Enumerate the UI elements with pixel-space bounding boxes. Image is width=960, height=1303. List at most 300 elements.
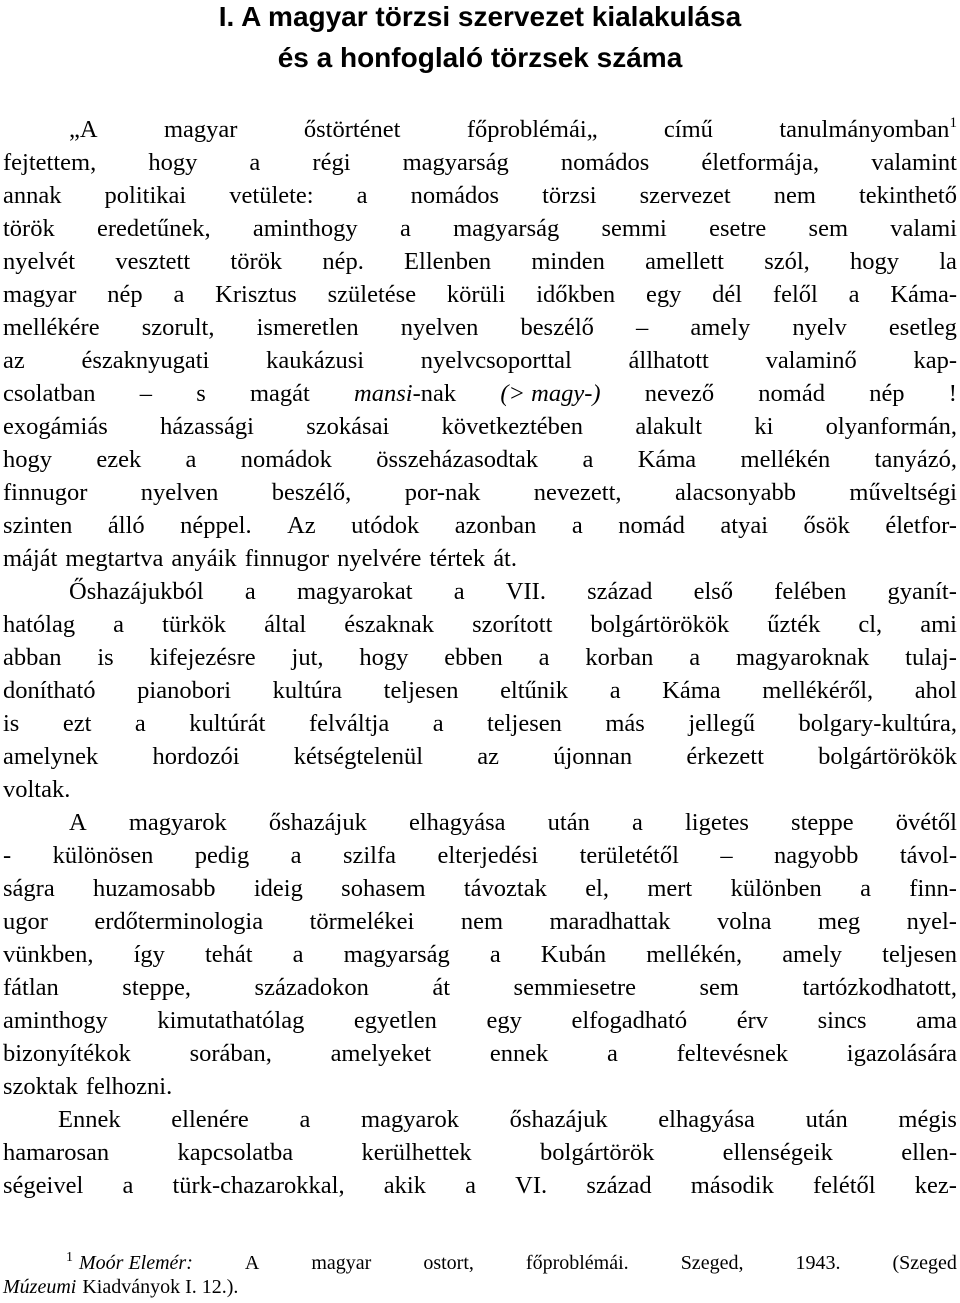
- word: át: [432, 974, 451, 1001]
- body-line: [69, 806, 957, 839]
- word: ama: [916, 1007, 957, 1034]
- word: finnugor: [3, 479, 88, 506]
- word: annak: [3, 182, 62, 209]
- word: a: [113, 611, 125, 638]
- body-line: [3, 839, 957, 872]
- body-line: [3, 674, 957, 707]
- word: tértek: [429, 545, 486, 572]
- word: a: [399, 215, 411, 242]
- body-line: [3, 971, 957, 1004]
- word: tartózkodhatott,: [802, 974, 957, 1001]
- word: kerülhettek: [361, 1139, 472, 1166]
- word: álló: [107, 512, 145, 539]
- word: mansi-nak: [354, 380, 457, 407]
- word: főproblémái„: [466, 116, 598, 143]
- word: távoztak: [463, 875, 547, 902]
- word: máját: [3, 545, 58, 572]
- word: nyelvére: [337, 545, 422, 572]
- footnote-italic: Múzeumi: [3, 1276, 77, 1298]
- word: újonnan: [553, 743, 633, 770]
- word: ezek: [96, 446, 142, 473]
- word: türk-chazarokkal,: [172, 1172, 345, 1199]
- footnote-line-2: [3, 1273, 957, 1301]
- word: huzamosabb: [93, 875, 216, 902]
- word: el,: [585, 875, 609, 902]
- word: után: [547, 809, 590, 836]
- footnote-word: ostort,: [423, 1252, 474, 1274]
- word: magyar: [163, 116, 238, 143]
- body-line: [3, 1037, 957, 1070]
- word: bolgary-kultúra,: [798, 710, 957, 737]
- word: ellen-: [901, 1139, 957, 1166]
- word: hogy: [850, 248, 900, 275]
- word: felében: [774, 578, 847, 605]
- word: A: [69, 809, 87, 836]
- word: a: [465, 1172, 476, 1199]
- word: azonban: [454, 512, 537, 539]
- footnote-word: A: [244, 1252, 260, 1274]
- word: –: [139, 380, 152, 407]
- word: –: [636, 314, 649, 341]
- word: Káma: [637, 446, 697, 473]
- word: sem: [699, 974, 739, 1001]
- word: magát: [249, 380, 310, 407]
- word: amellett: [645, 248, 724, 275]
- word: kifejezésre: [149, 644, 256, 671]
- word: -: [3, 842, 12, 869]
- word: donítható: [3, 677, 96, 704]
- word: igazolására: [846, 1040, 957, 1067]
- word: a: [356, 182, 368, 209]
- word: aminthogy: [252, 215, 358, 242]
- word: gyanít-: [887, 578, 957, 605]
- word: vünkben,: [3, 941, 94, 968]
- body-line: [3, 410, 957, 443]
- word: magyar: [3, 281, 77, 308]
- word: a: [571, 512, 583, 539]
- word: születése: [327, 281, 417, 308]
- body-line: [69, 113, 957, 146]
- body-line: [3, 773, 957, 806]
- word: egy: [486, 1007, 522, 1034]
- word: ismeretlen: [256, 314, 359, 341]
- word: különösen: [52, 842, 154, 869]
- word: fejtettem,: [3, 149, 97, 176]
- word: elhagyása: [408, 809, 506, 836]
- word: által: [264, 611, 307, 638]
- body-line: [3, 1070, 957, 1103]
- word: Kubán: [540, 941, 607, 968]
- word: volna: [717, 908, 772, 935]
- word: ségeivel: [3, 1172, 84, 1199]
- word: jut,: [291, 644, 324, 671]
- word: steppe,: [122, 974, 192, 1001]
- word: dél: [712, 281, 743, 308]
- word: házassági: [160, 413, 254, 440]
- word: régi: [312, 149, 351, 176]
- word: a: [249, 149, 261, 176]
- word: őstörténet: [303, 116, 401, 143]
- word: ki: [754, 413, 774, 440]
- word: magyarság: [453, 215, 560, 242]
- word: Krisztus: [215, 281, 297, 308]
- word: hogy: [3, 446, 52, 473]
- word: exogámiás: [3, 413, 108, 440]
- body-line: [3, 872, 957, 905]
- word: akik: [383, 1172, 426, 1199]
- word: nyelven: [400, 314, 479, 341]
- word: a: [631, 809, 643, 836]
- word: por-nak: [404, 479, 481, 506]
- word: pedig: [194, 842, 250, 869]
- word: nyelvét: [3, 248, 76, 275]
- word: szól,: [764, 248, 810, 275]
- word: Ellenben: [404, 248, 492, 275]
- word: magyarok: [128, 809, 227, 836]
- word: eltűnik: [500, 677, 569, 704]
- word: felhozni.: [85, 1073, 173, 1100]
- word: ságra: [3, 875, 55, 902]
- word: állhatott: [628, 347, 709, 374]
- word: ebben: [444, 644, 503, 671]
- word: sohasem: [341, 875, 426, 902]
- footnote-marker: 1: [66, 1250, 73, 1265]
- word: a: [432, 710, 444, 737]
- word: beszélő: [520, 314, 594, 341]
- word: jellegű: [688, 710, 755, 737]
- word: csolatban: [3, 380, 96, 407]
- word: politikai: [104, 182, 187, 209]
- word: ellenségeik: [722, 1139, 833, 1166]
- word: nomádok: [240, 446, 332, 473]
- footnote-line-1: [66, 1244, 957, 1272]
- word: pianobori: [137, 677, 232, 704]
- word: elterjedési: [437, 842, 539, 869]
- word: hordozói: [152, 743, 240, 770]
- word: Ennek: [58, 1106, 121, 1133]
- word: magyaroknak: [735, 644, 870, 671]
- word: maradhattak: [549, 908, 671, 935]
- word: kimutathatólag: [157, 1007, 305, 1034]
- word: más: [605, 710, 645, 737]
- word: valami: [890, 215, 957, 242]
- body-line: [3, 344, 957, 377]
- body-line: [69, 575, 957, 608]
- word: mellékén: [740, 446, 831, 473]
- word: sem: [808, 215, 849, 242]
- word: északnyugati: [81, 347, 210, 374]
- word: semmi: [601, 215, 667, 242]
- word: az: [477, 743, 500, 770]
- word: (> magy-): [500, 380, 601, 407]
- word: Őshazájukból: [69, 578, 204, 605]
- word: aminthogy: [3, 1007, 108, 1034]
- word: át.: [493, 545, 517, 572]
- word: finn-: [909, 875, 957, 902]
- body-line: [3, 641, 957, 674]
- word: vetülete:: [229, 182, 314, 209]
- word: sincs: [817, 1007, 867, 1034]
- word: bizonyítékok: [3, 1040, 131, 1067]
- word: a: [609, 677, 621, 704]
- word: felől: [772, 281, 818, 308]
- word: nevező: [644, 380, 715, 407]
- word: Káma: [662, 677, 721, 704]
- word: szoktak: [3, 1073, 78, 1100]
- word: hamarosan: [3, 1139, 110, 1166]
- word: mellékén,: [646, 941, 743, 968]
- word: Káma-: [890, 281, 957, 308]
- word: nép: [869, 380, 905, 407]
- word: abban: [3, 644, 62, 671]
- word: cl,: [858, 611, 883, 638]
- word: felétől: [813, 1172, 876, 1199]
- word: összeházasodtak: [376, 446, 539, 473]
- word: nomád: [618, 512, 685, 539]
- word: életformája,: [701, 149, 820, 176]
- word: nomádos: [560, 149, 650, 176]
- word: szinten: [3, 512, 73, 539]
- word: hogy: [148, 149, 198, 176]
- word: kultúrát: [189, 710, 266, 737]
- word: század: [587, 578, 653, 605]
- body-line: [58, 1103, 957, 1136]
- word: a: [290, 842, 302, 869]
- word: bolgártörökök: [590, 611, 730, 638]
- word: nép.: [322, 248, 364, 275]
- word: törzsi: [542, 182, 597, 209]
- word: la: [939, 248, 957, 275]
- word: nyelv: [792, 314, 847, 341]
- word: magyarság: [402, 149, 509, 176]
- body-line: [3, 278, 957, 311]
- body-line: [3, 245, 957, 278]
- word: atyai: [720, 512, 769, 539]
- word: kapcsolatba: [177, 1139, 294, 1166]
- word: teljesen: [383, 677, 459, 704]
- word: esetleg: [888, 314, 957, 341]
- word: Az: [287, 512, 316, 539]
- word: nomád: [758, 380, 825, 407]
- word: amely: [782, 941, 843, 968]
- word: a: [292, 941, 304, 968]
- word: századokon: [254, 974, 369, 1001]
- body-line: [3, 1136, 957, 1169]
- word: után: [805, 1106, 848, 1133]
- word: magyarokat: [296, 578, 413, 605]
- word: északnak: [344, 611, 435, 638]
- word: nyelvcsoporttal: [420, 347, 572, 374]
- word: szervezet: [639, 182, 731, 209]
- word: szokásai: [306, 413, 390, 440]
- word: tehát: [204, 941, 253, 968]
- word: „A: [69, 116, 98, 143]
- word: című: [663, 116, 713, 143]
- word: őshazájuk: [509, 1106, 608, 1133]
- word: semmiesetre: [513, 974, 636, 1001]
- word: türkök: [162, 611, 227, 638]
- word: mert: [647, 875, 693, 902]
- word: amelynek: [3, 743, 99, 770]
- word: felváltja: [308, 710, 390, 737]
- body-line: [3, 509, 957, 542]
- word: szorított: [472, 611, 553, 638]
- word: nép: [107, 281, 143, 308]
- word: VI.: [515, 1172, 548, 1199]
- footnote-rest: Kiadványok I. 12.).: [82, 1276, 239, 1298]
- word: a: [173, 281, 185, 308]
- word: őshazájuk: [268, 809, 367, 836]
- word: magyarok: [361, 1106, 459, 1133]
- chapter-title-line-1: I. A magyar törzsi szervezet kialakulása: [218, 1, 742, 32]
- word: erdőterminologia: [94, 908, 264, 935]
- word: valamint: [871, 149, 957, 176]
- word: tulaj-: [905, 644, 957, 671]
- word: tanulmányomban$^1$: [779, 115, 957, 143]
- word: mellékéről,: [762, 677, 874, 704]
- word: időkben: [536, 281, 616, 308]
- word: is: [3, 710, 20, 737]
- word: mégis: [898, 1106, 957, 1133]
- footnote-word: főproblémái.: [525, 1252, 629, 1274]
- word: a: [489, 941, 501, 968]
- word: vesztett: [115, 248, 191, 275]
- word: megtartva: [65, 545, 164, 572]
- word: VII.: [505, 578, 546, 605]
- word: a: [582, 446, 594, 473]
- word: kaukázusi: [266, 347, 365, 374]
- word: elfogadható: [571, 1007, 688, 1034]
- word: szilfa: [342, 842, 397, 869]
- word: ligetes: [684, 809, 749, 836]
- word: s: [196, 380, 206, 407]
- body-line: [3, 377, 957, 410]
- word: a: [453, 578, 465, 605]
- word: nyelven: [140, 479, 219, 506]
- word: nomádos: [410, 182, 500, 209]
- word: területétől: [579, 842, 679, 869]
- body-line: [3, 707, 957, 740]
- body-line: [3, 1169, 957, 1202]
- word: a: [122, 1172, 134, 1199]
- body-line: [3, 1004, 957, 1037]
- footnote-ref: 1: [949, 115, 957, 131]
- word: távol-: [899, 842, 957, 869]
- word: bolgártörök: [540, 1139, 655, 1166]
- word: amelyeket: [330, 1040, 432, 1067]
- word: a: [538, 644, 550, 671]
- footnote-word: magyar: [311, 1252, 372, 1274]
- word: meg: [817, 908, 861, 935]
- word: a: [607, 1040, 618, 1067]
- footnote-author: Moór Elemér:: [79, 1252, 193, 1274]
- body-line: [3, 311, 957, 344]
- word: műveltségi: [849, 479, 957, 506]
- word: magyarság: [343, 941, 450, 968]
- word: ellenére: [171, 1106, 249, 1133]
- word: néppel.: [180, 512, 252, 539]
- word: szorult,: [141, 314, 215, 341]
- word: anyáik: [171, 545, 237, 572]
- word: valaminő: [765, 347, 857, 374]
- word: hatólag: [3, 611, 76, 638]
- word: kétségtelenül: [293, 743, 424, 770]
- word: egy: [645, 281, 682, 308]
- word: minden: [531, 248, 605, 275]
- word: bolgártörökök: [818, 743, 957, 770]
- word: a: [848, 281, 860, 308]
- word: ennek: [489, 1040, 549, 1067]
- word: első: [693, 578, 734, 605]
- word: is: [97, 644, 114, 671]
- body-line: [3, 608, 957, 641]
- word: alacsonyabb: [674, 479, 797, 506]
- body-line: [3, 443, 957, 476]
- word: fátlan: [3, 974, 59, 1001]
- word: voltak.: [3, 776, 71, 803]
- chapter-title-line-2: és a honfoglaló törzsek száma: [277, 42, 683, 73]
- word: különben: [730, 875, 822, 902]
- word: eredetűnek,: [97, 215, 211, 242]
- word: a: [244, 578, 256, 605]
- word: így: [133, 941, 165, 968]
- word: kap-: [913, 347, 957, 374]
- word: beszélő,: [271, 479, 352, 506]
- word: érkezett: [686, 743, 764, 770]
- word: egyetlen: [353, 1007, 437, 1034]
- word: következtében: [441, 413, 584, 440]
- word: olyanformán,: [825, 413, 957, 440]
- word: korban: [585, 644, 654, 671]
- word: amely: [690, 314, 751, 341]
- word: elhagyása: [658, 1106, 755, 1133]
- word: nevezett,: [533, 479, 622, 506]
- word: nem: [773, 182, 816, 209]
- word: nem: [460, 908, 504, 935]
- footnote-word: 1943.: [795, 1252, 841, 1274]
- word: űzték: [767, 611, 821, 638]
- word: ahol: [914, 677, 957, 704]
- word: övétől: [895, 809, 957, 836]
- body-line: [3, 542, 957, 575]
- word: tanyázó,: [874, 446, 957, 473]
- word: kultúra: [272, 677, 343, 704]
- word: nagyobb: [774, 842, 859, 869]
- word: kez-: [914, 1172, 957, 1199]
- body-line: [3, 938, 957, 971]
- word: körüli: [446, 281, 506, 308]
- word: esetre: [709, 215, 767, 242]
- footnote-word: Szeged,: [680, 1252, 744, 1274]
- word: alakult: [635, 413, 703, 440]
- word: életfor-: [885, 512, 957, 539]
- word: teljesen: [487, 710, 562, 737]
- word: sorában,: [189, 1040, 272, 1067]
- word: a: [134, 710, 146, 737]
- word: törmelékei: [309, 908, 415, 935]
- word: ideig: [253, 875, 303, 902]
- word: török: [3, 215, 55, 242]
- footnote-word: (Szeged: [892, 1252, 957, 1274]
- word: a: [299, 1106, 311, 1133]
- word: teljesen: [882, 941, 957, 968]
- word: a: [860, 875, 871, 902]
- word: ősök: [803, 512, 850, 539]
- word: a: [689, 644, 701, 671]
- word: az: [3, 347, 25, 374]
- word: a: [185, 446, 197, 473]
- word: ezt: [62, 710, 92, 737]
